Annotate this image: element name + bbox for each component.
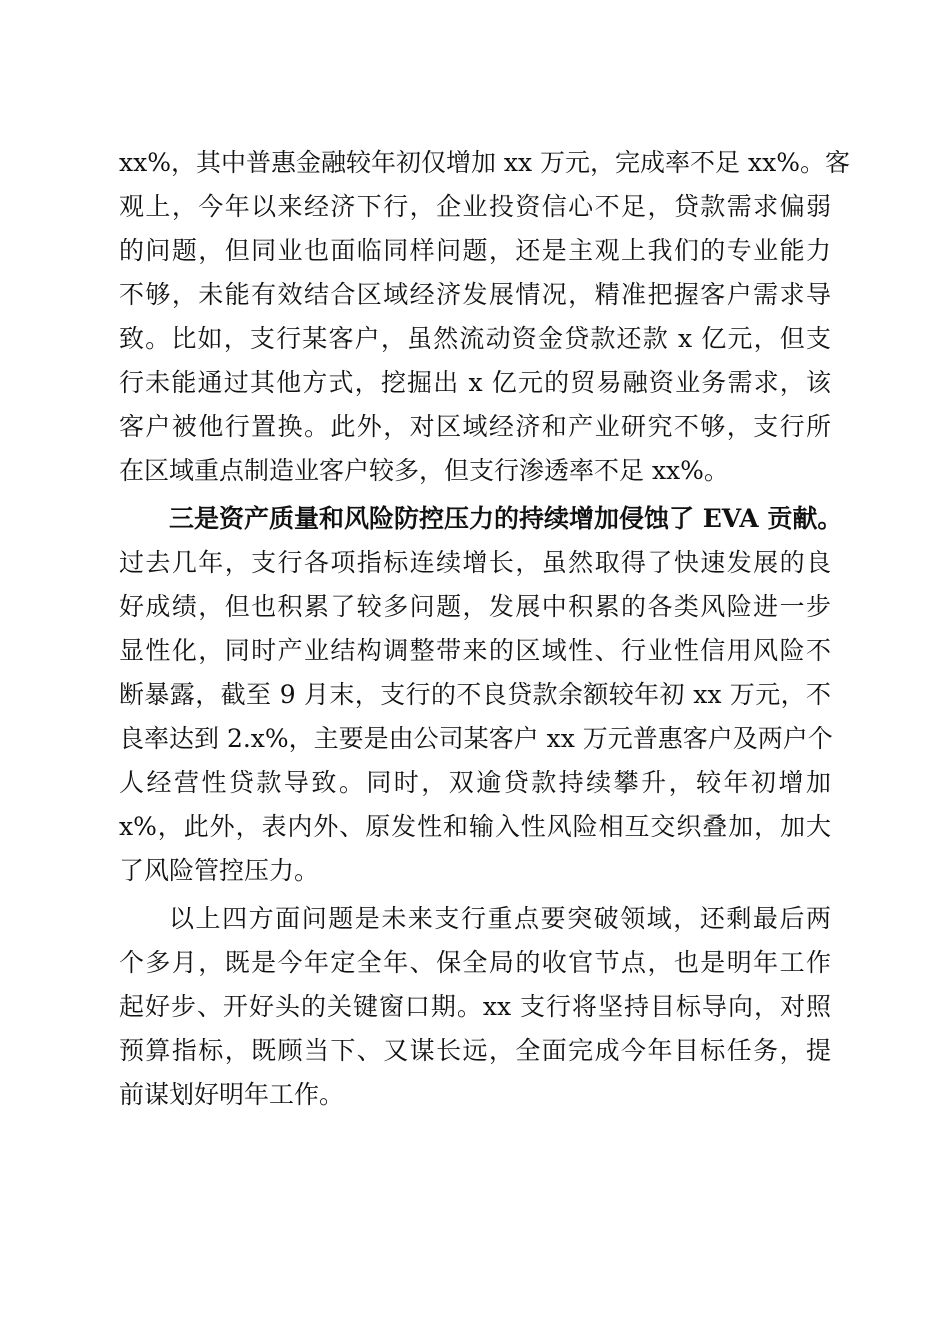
- paragraph-line: 人经营性贷款导致。同时，双逾贷款持续攀升，较年初增加: [119, 768, 831, 797]
- paragraph-line: 不够，未能有效结合区域经济发展情况，精准把握客户需求导: [119, 280, 831, 309]
- paragraph-line: 显性化，同时产业结构调整带来的区域性、行业性信用风险不: [119, 636, 831, 665]
- section-heading: 三是资产质量和风险防控压力的持续增加侵蚀了 EVA 贡献。: [169, 504, 843, 533]
- paragraph-line: 客户被他行置换。此外，对区域经济和产业研究不够，支行所: [119, 412, 831, 441]
- paragraph-line: xx%，其中普惠金融较年初仅增加 xx 万元，完成率不足 xx%。客: [119, 148, 850, 177]
- paragraph-line: 观上，今年以来经济下行，企业投资信心不足，贷款需求偏弱: [119, 192, 831, 221]
- paragraph-line: 个多月，既是今年定全年、保全局的收官节点，也是明年工作: [119, 948, 831, 977]
- paragraph-line: 行未能通过其他方式，挖掘出 x 亿元的贸易融资业务需求，该: [119, 368, 831, 397]
- paragraph-line: 在区域重点制造业客户较多，但支行渗透率不足 xx%。: [119, 456, 729, 485]
- paragraph-line: 的问题，但同业也面临同样问题，还是主观上我们的专业能力: [119, 236, 831, 265]
- paragraph-line: 了风险管控压力。: [119, 856, 320, 885]
- paragraph-line: 致。比如，支行某客户，虽然流动资金贷款还款 x 亿元，但支: [119, 324, 831, 353]
- paragraph-line: 好成绩，但也积累了较多问题，发展中积累的各类风险进一步: [119, 592, 831, 621]
- paragraph-line: 良率达到 2.x%，主要是由公司某客户 xx 万元普惠客户及两户个: [119, 724, 833, 753]
- paragraph-line: 以上四方面问题是未来支行重点要突破领域，还剩最后两: [169, 904, 831, 933]
- paragraph-line: 过去几年，支行各项指标连续增长，虽然取得了快速发展的良: [119, 548, 831, 577]
- paragraph-line: 前谋划好明年工作。: [119, 1080, 345, 1109]
- paragraph-line: 断暴露，截至 9 月末，支行的不良贷款余额较年初 xx 万元，不: [119, 680, 831, 709]
- paragraph-line: x%，此外，表内外、原发性和输入性风险相互交织叠加，加大: [119, 812, 831, 841]
- paragraph-line: 预算指标，既顾当下、又谋长远，全面完成今年目标任务，提: [119, 1036, 831, 1065]
- paragraph-line: 起好步、开好头的关键窗口期。xx 支行将坚持目标导向，对照: [119, 992, 831, 1021]
